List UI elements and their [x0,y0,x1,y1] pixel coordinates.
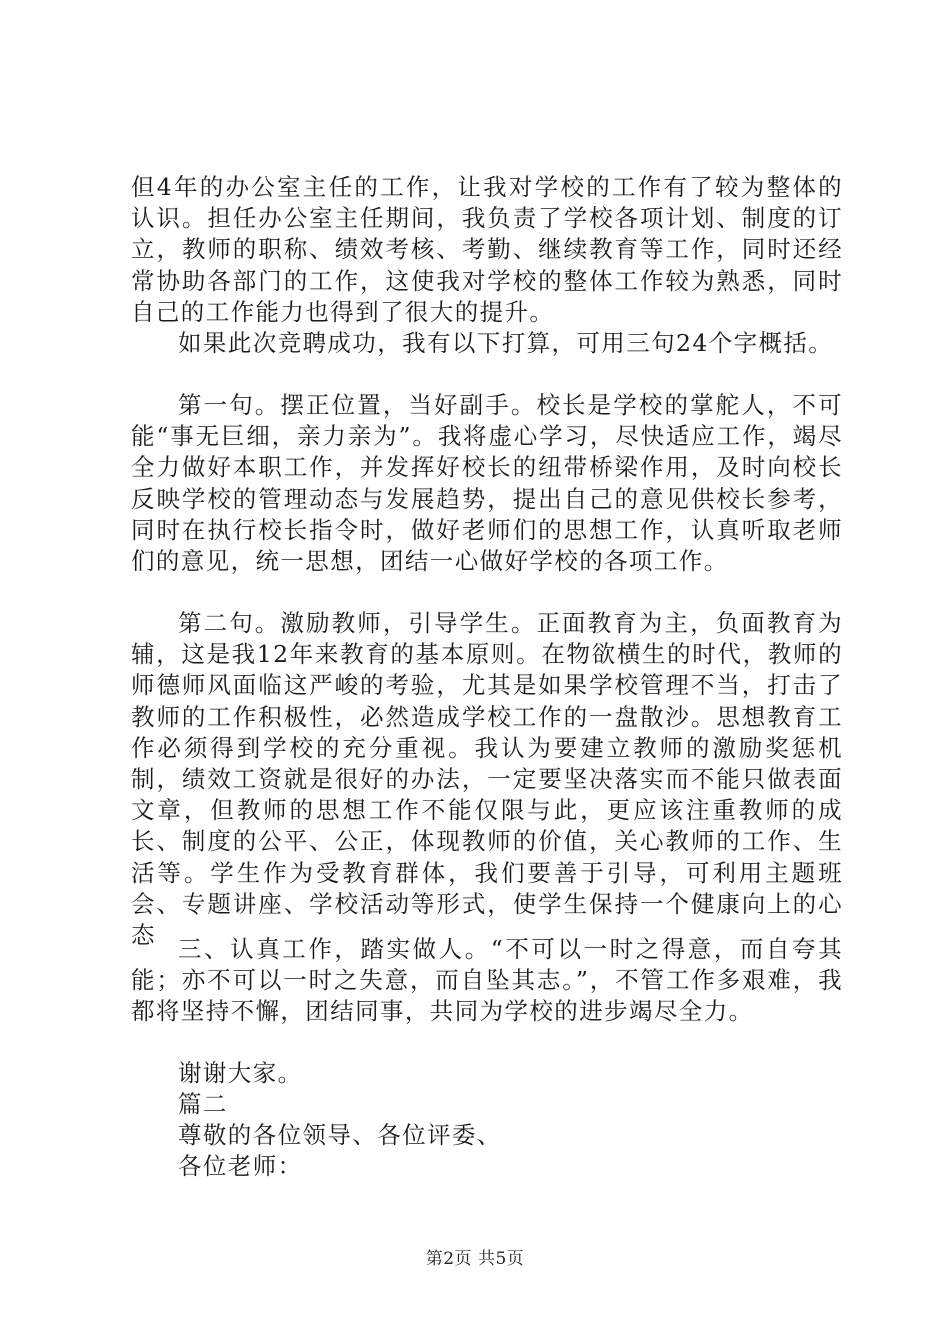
paragraph-office-experience: 但4年的办公室主任的工作，让我对学校的工作有了较为整体的认识。担任办公室主任期间，我负责了学校各项计划、制度的订立，教师的职称、绩效考核、考勤、继续教育等工作，同时还经常协助各部门的工作，这使我对学校的整体工作较为熟悉，同时自己的工作能力也得到了很大的提升。 [131,173,843,326]
closing-thanks: 谢谢大家。 [178,1059,303,1087]
paragraph-point-two: 第二句。激励教师，引导学生。正面教育为主，负面教育为辅，这是我12年来教育的基本原则。在物欲横生的时代，教师的师德师风面临这严峻的考验，尤其是如果学校管理不当，打击了教师的工作积极性，必然造成学校工作的一盘散沙。思想教育工作必须得到学校的充分重视。我认为要建立教师的激励奖惩机制，绩效工资就是很好的办法，一定要坚决落实而不能只做表面文章，但教师的思想工作不能仅限与此，更应该注重教师的成长、制度的公平、公正，体现教师的价值，关心教师的工作、生活等。学生作为受教育群体，我们要善于引导，可利用主题班会、专题讲座、学校活动等形式，使学生保持一个健康向上的心态 [131,609,843,950]
page-footer: 第2页 共5页 [425,1249,525,1269]
section-label: 篇二 [178,1090,228,1118]
salutation-line-1: 尊敬的各位领导、各位评委、 [178,1121,502,1149]
salutation-line-2: 各位老师： [178,1152,303,1180]
paragraph-point-three: 三、认真工作，踏实做人。“不可以一时之得意，而自夸其能；亦不可以一时之失意，而自坠其志。”，不管工作多艰难，我都将坚持不懈，团结同事，共同为学校的进步竭尽全力。 [131,935,843,1026]
paragraph-plan-intro: 如果此次竞聘成功，我有以下打算，可用三句24个字概括。 [178,329,834,357]
paragraph-point-one: 第一句。摆正位置，当好副手。校长是学校的掌舵人，不可能“事无巨细，亲力亲为”。我将虚心学习，尽快适应工作，竭尽全力做好本职工作，并发挥好校长的纽带桥梁作用，及时向校长反映学校的管理动态与发展趋势，提出自己的意见供校长参考，同时在执行校长指令时，做好老师们的思想工作，认真听取老师们的意见，统一思想，团结一心做好学校的各项工作。 [131,391,843,576]
